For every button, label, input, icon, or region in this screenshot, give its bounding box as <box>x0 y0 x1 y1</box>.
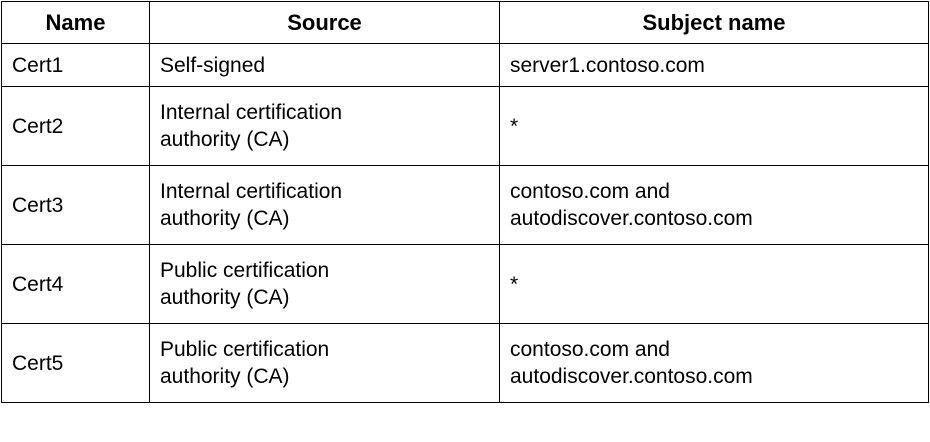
cell-name: Cert1 <box>2 44 150 87</box>
cell-subject-line1: * <box>510 272 519 296</box>
cell-subject-line1: * <box>510 114 519 138</box>
cell-name: Cert3 <box>2 166 150 245</box>
cell-source <box>150 87 500 166</box>
column-header-subject-name: Subject name <box>500 2 929 44</box>
cell-subject-line1: server1.contoso.com <box>510 53 705 77</box>
cell-source-line2: authority (CA) <box>160 286 290 309</box>
table-header <box>2 2 929 44</box>
cell-subject-name <box>500 87 929 166</box>
table-row <box>2 324 929 403</box>
cell-source <box>150 245 500 324</box>
cell-name: Cert4 <box>2 245 150 324</box>
cell-source <box>150 166 500 245</box>
table-row <box>2 44 929 87</box>
column-header-source: Source <box>150 2 500 44</box>
cell-subject-name <box>500 324 929 403</box>
cell-name: Cert5 <box>2 324 150 403</box>
cell-name: Cert2 <box>2 87 150 166</box>
cell-subject-line2: autodiscover.contoso.com <box>510 207 753 230</box>
table-row <box>2 166 929 245</box>
table-row <box>2 245 929 324</box>
cell-source-line2: authority (CA) <box>160 365 290 388</box>
cell-source-line2: authority (CA) <box>160 207 290 230</box>
table-row <box>2 87 929 166</box>
cell-source-line1: Internal certification <box>160 180 343 203</box>
cell-source-line1: Public certification <box>160 338 330 361</box>
cell-source-line1: Public certification <box>160 259 330 282</box>
cell-source-line1: Internal certification <box>160 101 343 124</box>
table-header-row <box>2 2 929 44</box>
cell-subject-line1: contoso.com and <box>510 338 670 361</box>
cell-subject-name <box>500 245 929 324</box>
cell-source <box>150 44 500 87</box>
column-header-name: Name <box>2 2 150 44</box>
cell-subject-line2: autodiscover.contoso.com <box>510 365 753 388</box>
certificate-table <box>1 1 929 403</box>
table-body <box>2 44 929 403</box>
cell-source-line1: Self-signed <box>160 53 266 77</box>
cell-subject-name <box>500 44 929 87</box>
cell-source-line2: authority (CA) <box>160 128 290 151</box>
cell-subject-name <box>500 166 929 245</box>
certificate-table-container <box>0 1 930 442</box>
cell-subject-line1: contoso.com and <box>510 180 670 203</box>
cell-source <box>150 324 500 403</box>
